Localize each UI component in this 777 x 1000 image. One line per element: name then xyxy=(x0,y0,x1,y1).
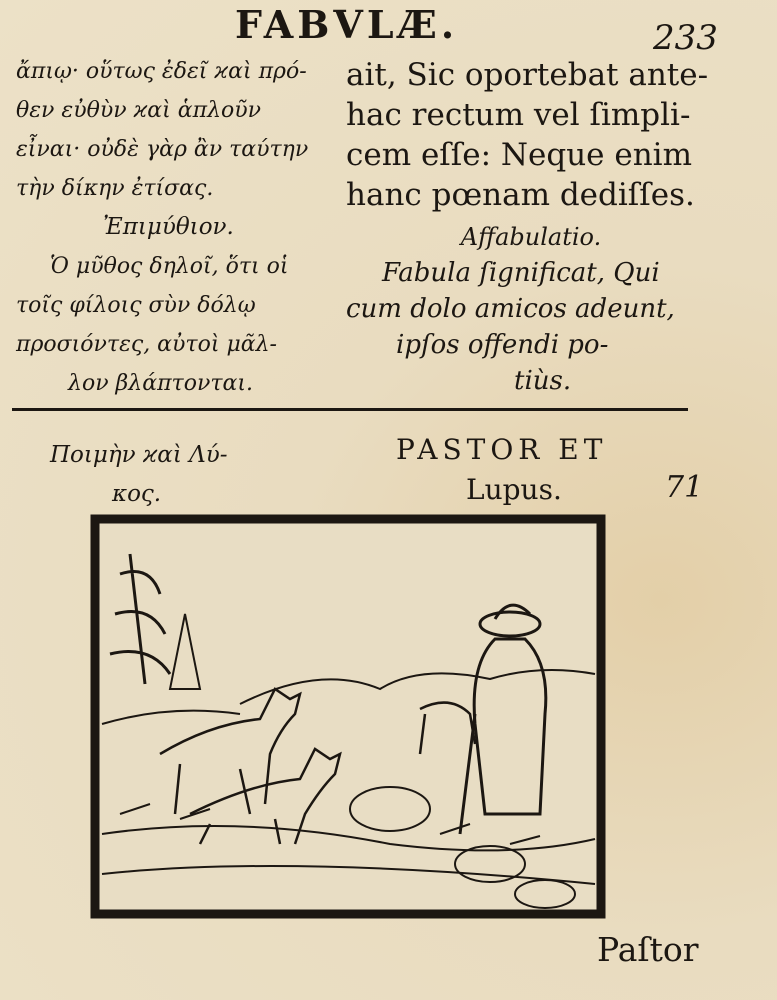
page-number: 233 xyxy=(653,18,718,58)
latin-line: ait, Sic oportebat ante- xyxy=(346,57,709,93)
fable-number: 71 xyxy=(665,470,704,505)
latin-moral-line: Fabula ſignificat, Qui xyxy=(382,258,660,288)
latin-line: cem eſſe: Neque enim xyxy=(346,137,692,173)
catchword: Paſtor xyxy=(597,930,699,969)
latin-line: hac rectum vel ſimpli- xyxy=(346,97,691,133)
section-rule xyxy=(12,408,688,411)
greek-moral-line: προσιόντες, αὐτοὶ μᾶλ- xyxy=(16,332,277,357)
latin-title-line: Lupus. xyxy=(466,473,562,506)
running-head: FABVLÆ. xyxy=(235,2,459,47)
woodcut-illustration xyxy=(90,514,606,919)
latin-moral-line: ipſos offendi po- xyxy=(396,330,609,360)
greek-moral-line: Ὁ μῦθος δηλοῖ, ὅτι οἱ xyxy=(50,254,289,279)
greek-line: τὴν δίκην ἐτίσας. xyxy=(16,176,214,201)
latin-moral-line: cum dolo amicos adeunt, xyxy=(346,294,675,324)
greek-moral-title: Ἐπιμύθιον. xyxy=(103,214,234,240)
greek-moral-line: τοῖς φίλοις σὺν δόλῳ xyxy=(16,293,256,318)
fable-greek-title xyxy=(50,436,228,514)
greek-line: θεν εὐθὺν ϰαὶ ἁπλοῦν xyxy=(16,98,262,123)
latin-moral-title: Affabulatio. xyxy=(460,223,602,251)
latin-title-line: PASTOR ET xyxy=(396,433,608,466)
greek-moral-line: λον βλάπτονται. xyxy=(68,371,253,396)
latin-line: hanc pœnam dediſſes. xyxy=(346,177,695,213)
greek-line: εἶναι· οὐδὲ γὰρ ἂν ταύτην xyxy=(16,137,309,162)
fable-latin-title xyxy=(396,430,607,510)
greek-title-line: κος. xyxy=(112,481,162,507)
latin-column xyxy=(346,55,716,399)
greek-column xyxy=(16,52,321,403)
latin-moral-line: tiùs. xyxy=(514,366,572,396)
greek-line: ἄπιῳ· οὕτως ἐδεῖ ϰαὶ πρό- xyxy=(16,59,307,84)
greek-title-line: Ποιμὴν ϰαὶ Λύ- xyxy=(50,442,228,468)
